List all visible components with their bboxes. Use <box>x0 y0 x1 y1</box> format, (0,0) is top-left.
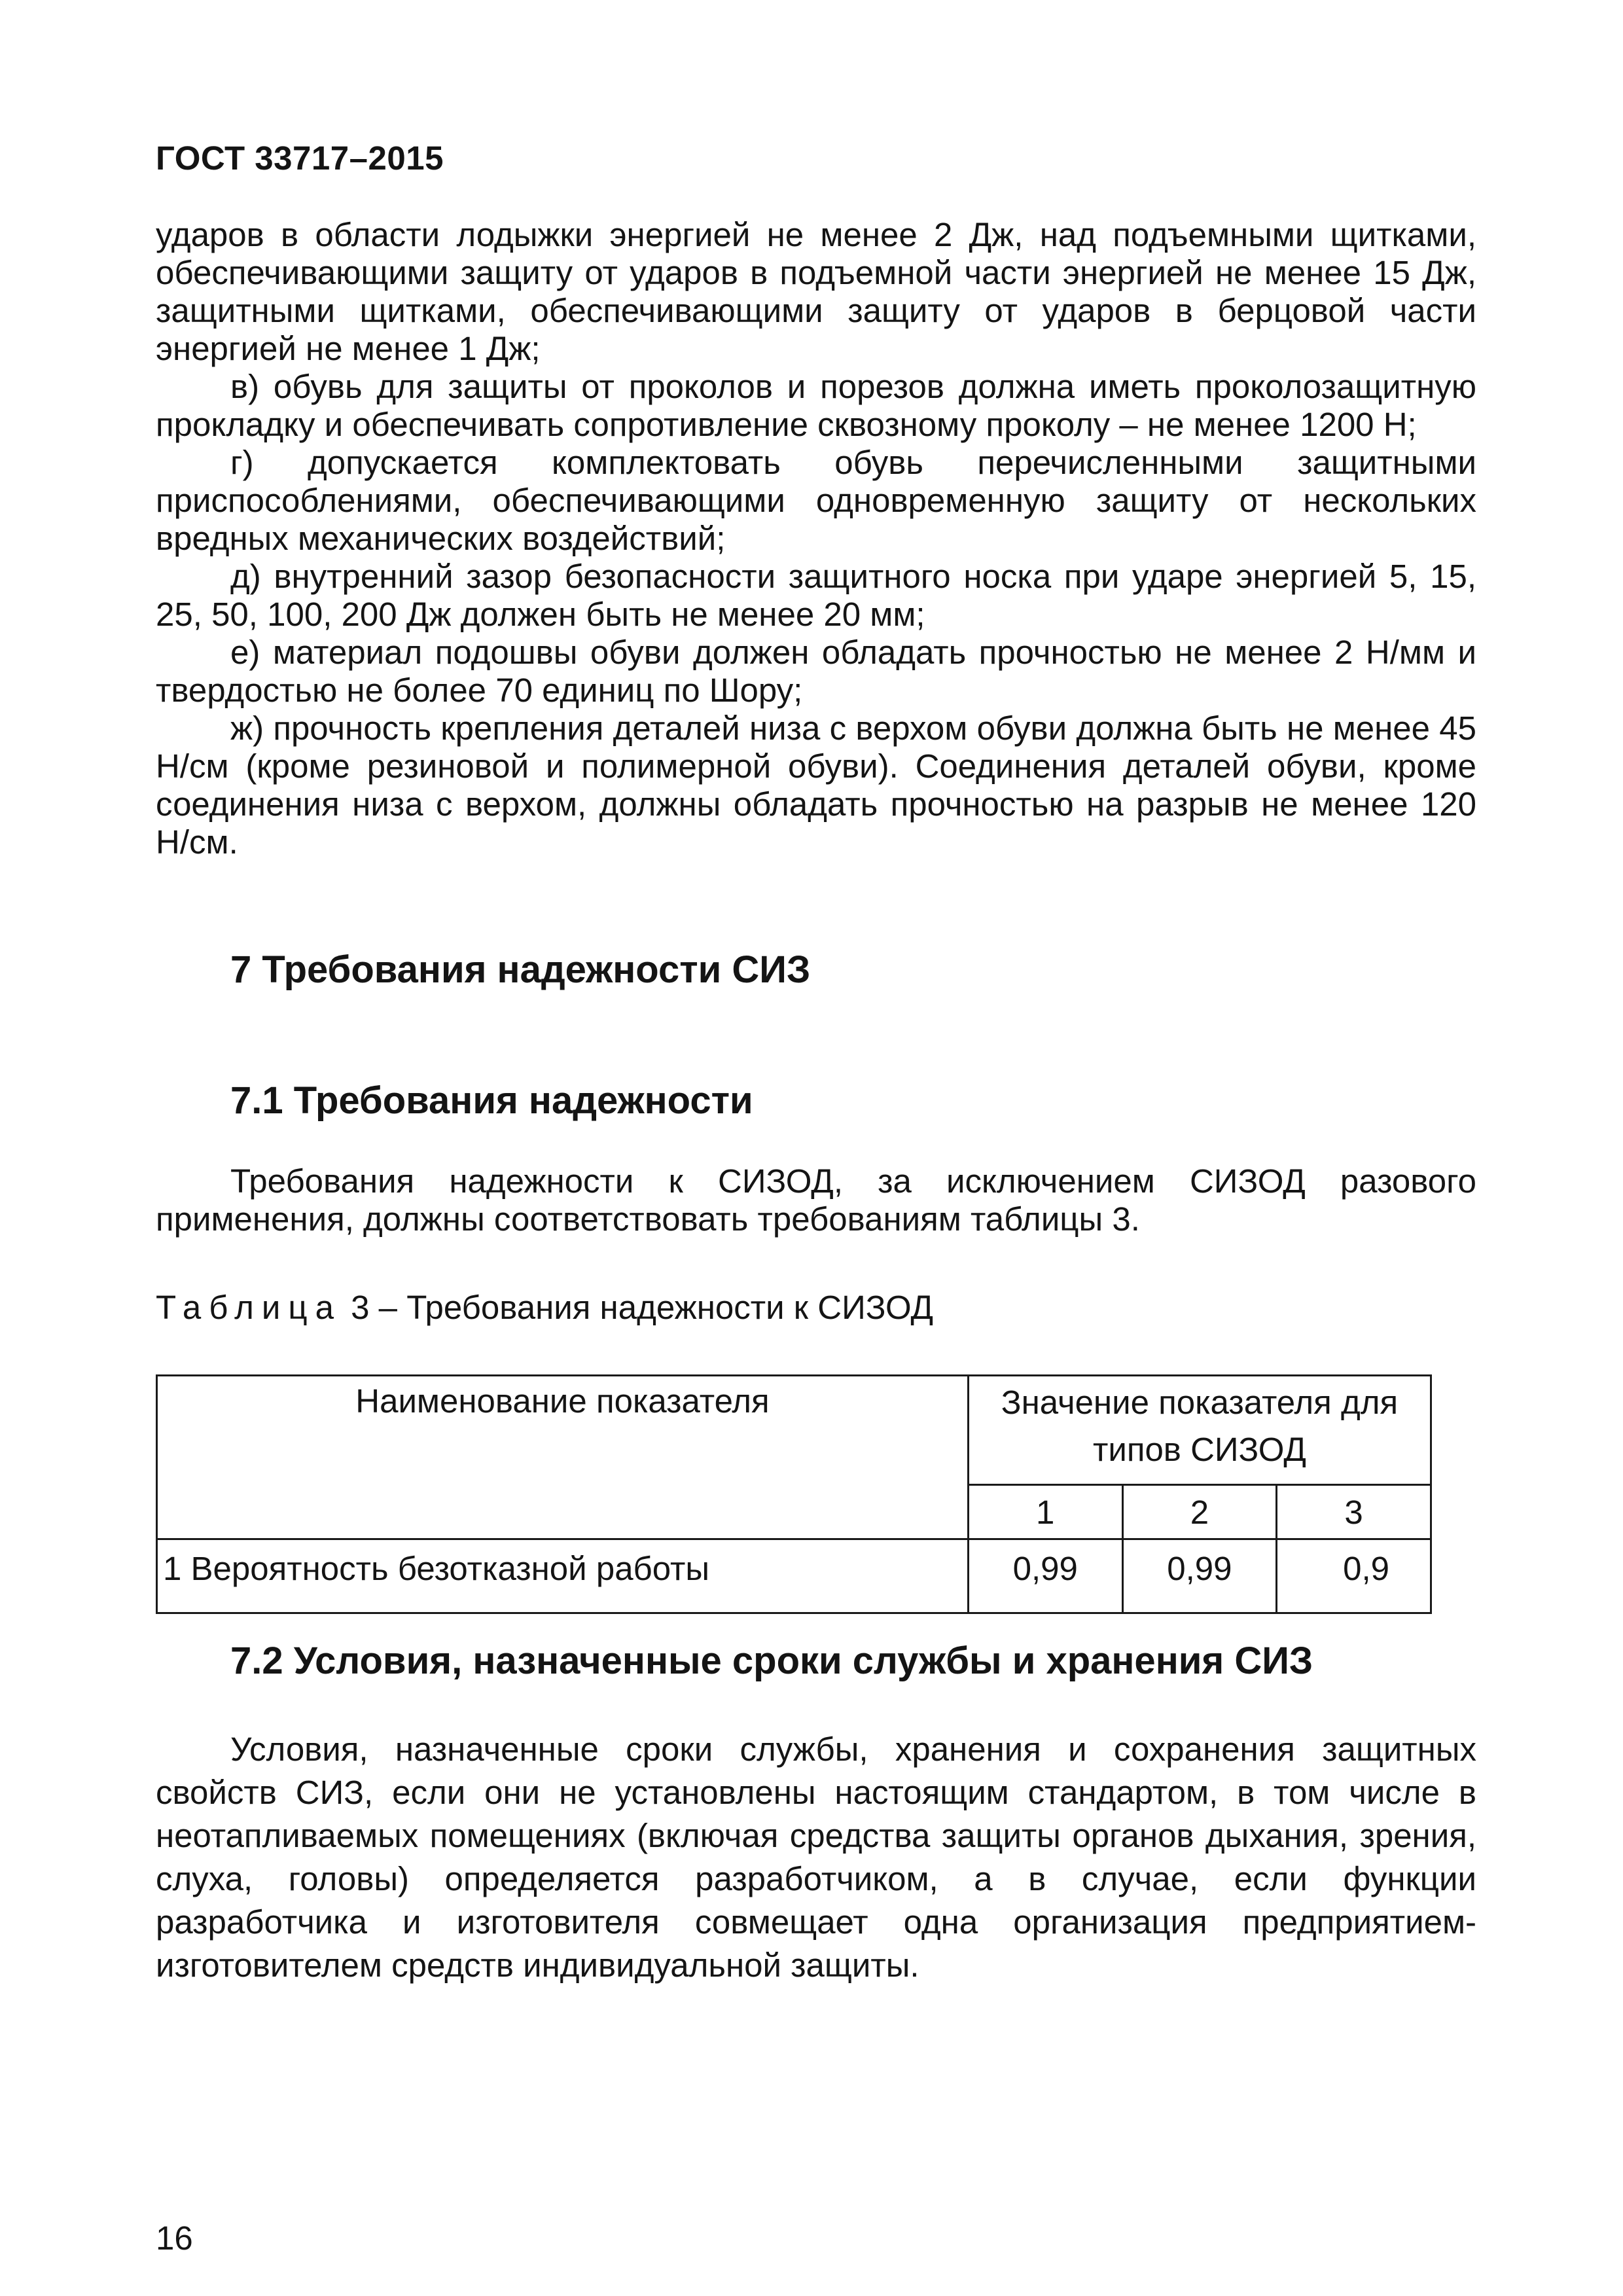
section-7-1-title: 7.1 Требования надежности <box>230 1079 753 1122</box>
table-header-value-group: Значение показателя для типов СИЗОД <box>968 1376 1431 1485</box>
table-header-name: Наименование показателя <box>157 1376 969 1539</box>
reliability-table <box>156 1374 1432 1614</box>
section-7-2-text: Условия, назначенные сроки службы, хранения и сохранения защитных свойств СИЗ, если они не установлены настоящим стандартом, в том числе в неотапливаемых помещениях (включая средства защиты органов дыхания, зрения, слуха, головы) определяется разработчиком, а в случае, если функции разработчика и изготовителя совмещает одна организация предприятием-изготовителем средств индивидуальной защиты. <box>156 1731 1476 1984</box>
table-row-label: 1 Вероятность безотказной работы <box>157 1539 969 1613</box>
requirements-continuation <box>156 216 1476 861</box>
section-7-2-title: 7.2 Условия, назначенные сроки службы и хранения СИЗ <box>230 1640 1313 1682</box>
document-header: ГОСТ 33717–2015 <box>156 139 444 177</box>
table-caption <box>156 1288 933 1327</box>
paragraph-item-d: д) внутренний зазор безопасности защитного носка при ударе энергией 5, 15, 25, 50, 100, 200 Дж должен быть не менее 20 мм; <box>156 558 1476 633</box>
paragraph-item-zh: ж) прочность крепления деталей низа с верхом обуви должна быть не менее 45 Н/см (кроме резиновой и полимерной обуви). Соединения деталей обуви, кроме соединения низа с верхом, должны обладать прочностью на разрыв не менее 120 Н/см. <box>156 709 1476 861</box>
paragraph-item-g: г) допускается комплектовать обувь перечисленными защитными приспособлениями, обеспечивающими одновременную защиту от нескольких вредных механических воздействий; <box>156 444 1476 557</box>
table-row <box>157 1539 1431 1613</box>
paragraph-item-e: е) материал подошвы обуви должен обладать прочностью не менее 2 Н/мм и твердостью не более 70 единиц по Шору; <box>156 634 1476 709</box>
page-number: 16 <box>156 2219 193 2257</box>
table-header-type-3: 3 <box>1277 1485 1431 1539</box>
table-cell-type-2: 0,99 <box>1122 1539 1277 1613</box>
table-caption-word: Таблица <box>156 1289 342 1326</box>
table-cell-type-3: 0,9 <box>1277 1539 1431 1613</box>
table-header-type-1: 1 <box>968 1485 1122 1539</box>
section-7-1-text-block <box>156 1162 1476 1238</box>
section-7-2-text-block <box>156 1728 1476 1987</box>
section-7-1-text: Требования надежности к СИЗОД, за исключением СИЗОД разового применения, должны соответствовать требованиям таблицы 3. <box>156 1162 1476 1238</box>
table-cell-type-1: 0,99 <box>968 1539 1122 1613</box>
table-caption-rest: 3 – Требования надежности к СИЗОД <box>341 1289 934 1326</box>
table-header-type-2: 2 <box>1122 1485 1277 1539</box>
paragraph-item-v: в) обувь для защиты от проколов и порезов должна иметь проколозащитную прокладку и обеспечивать сопротивление сквозному проколу – не менее 1200 Н; <box>156 368 1476 443</box>
section-7-title: 7 Требования надежности СИЗ <box>230 948 811 991</box>
paragraph-continued: ударов в области лодыжки энергией не менее 2 Дж, над подъемными щитками, обеспечивающими защиту от ударов в подъемной части энергией не менее 15 Дж, защитными щитками, обеспечивающими защиту от ударов в берцовой части энергией не менее 1 Дж; <box>156 216 1476 367</box>
